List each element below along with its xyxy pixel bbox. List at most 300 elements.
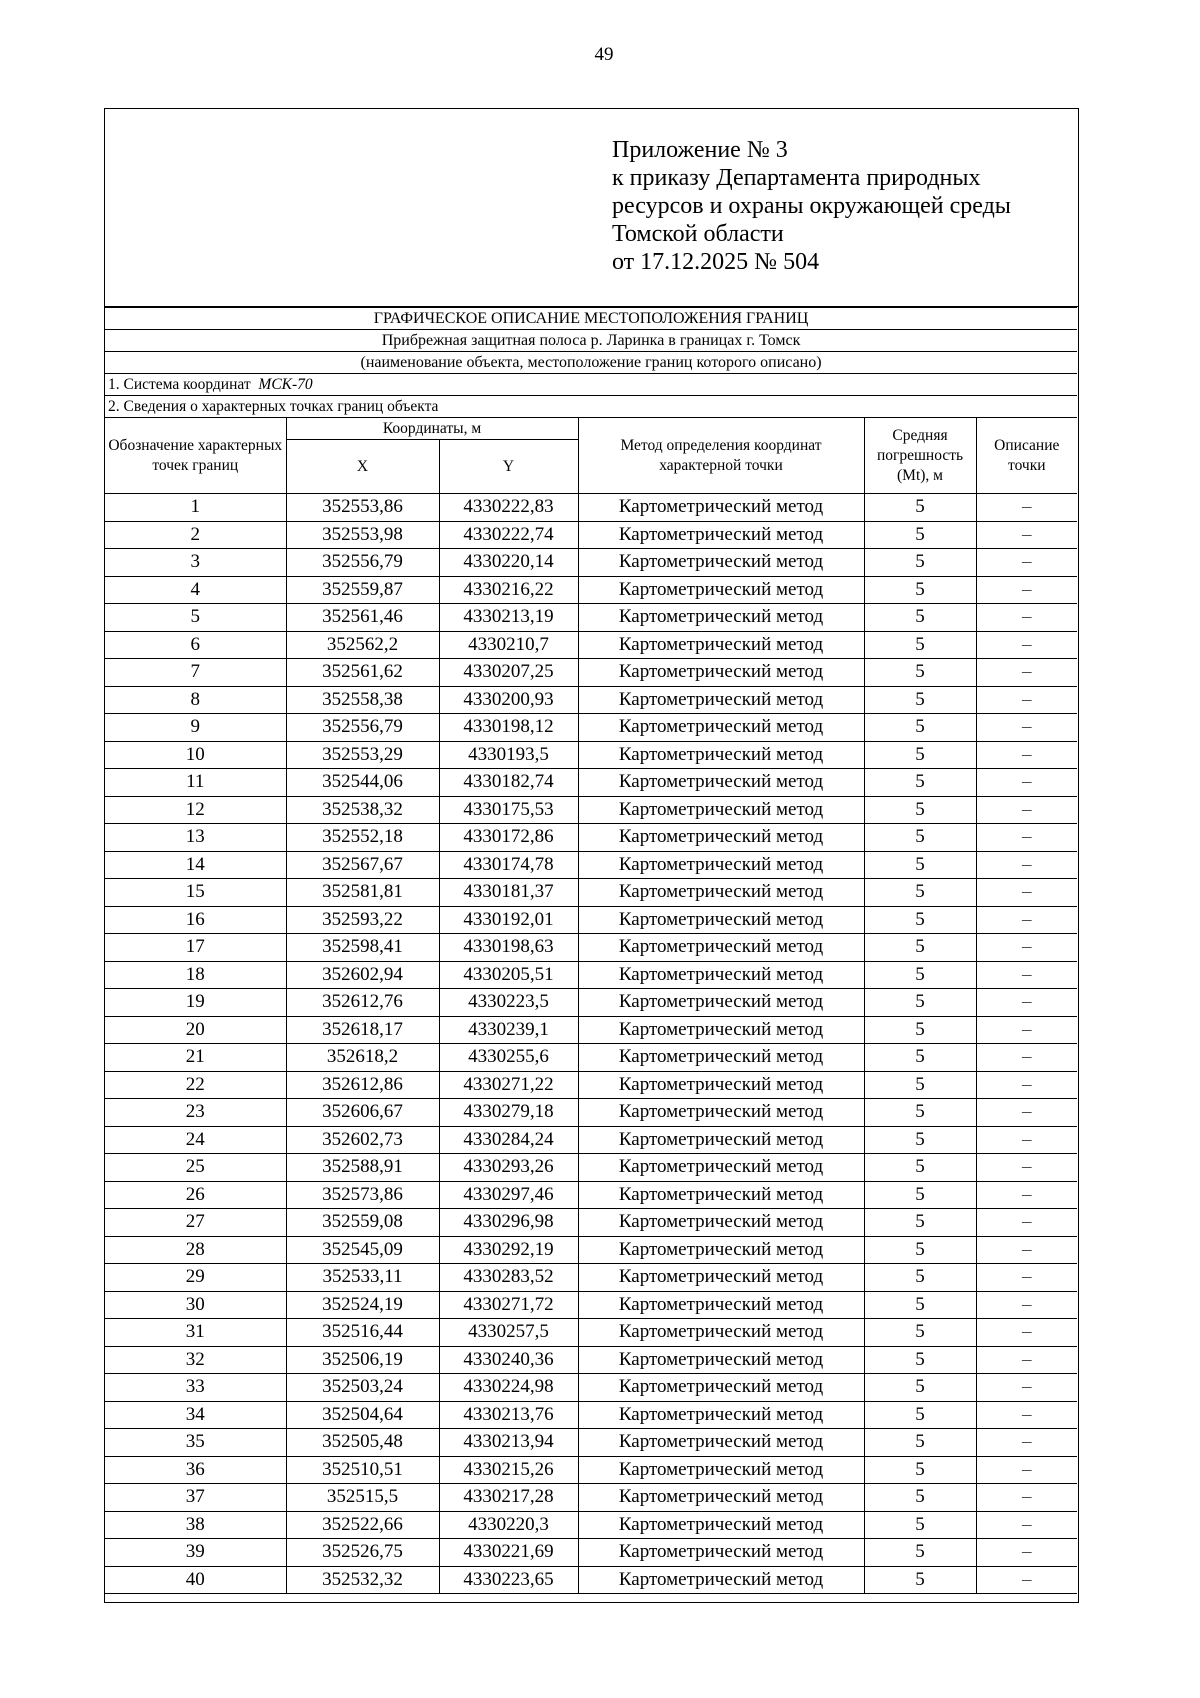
table-row bbox=[105, 989, 1077, 1017]
point-number: 8 bbox=[105, 686, 286, 714]
point-description: – bbox=[976, 1401, 1077, 1429]
coord-y: 4330292,19 bbox=[439, 1236, 578, 1264]
coord-x: 352612,86 bbox=[286, 1071, 439, 1099]
method: Картометрический метод bbox=[578, 851, 864, 879]
coord-y: 4330220,3 bbox=[439, 1511, 578, 1539]
mean-error: 5 bbox=[864, 1346, 976, 1374]
coord-x: 352573,86 bbox=[286, 1181, 439, 1209]
point-description: – bbox=[976, 521, 1077, 549]
point-number: 20 bbox=[105, 1016, 286, 1044]
method: Картометрический метод bbox=[578, 1511, 864, 1539]
coord-y: 4330217,28 bbox=[439, 1484, 578, 1512]
mean-error: 5 bbox=[864, 549, 976, 577]
table-row bbox=[105, 494, 1077, 522]
table-row bbox=[105, 1236, 1077, 1264]
mean-error: 5 bbox=[864, 1401, 976, 1429]
point-number: 9 bbox=[105, 714, 286, 742]
point-number: 34 bbox=[105, 1401, 286, 1429]
coord-y: 4330192,01 bbox=[439, 906, 578, 934]
coord-x: 352556,79 bbox=[286, 549, 439, 577]
coord-y: 4330255,6 bbox=[439, 1044, 578, 1072]
point-description: – bbox=[976, 1374, 1077, 1402]
coord-y: 4330207,25 bbox=[439, 659, 578, 687]
table-row bbox=[105, 1346, 1077, 1374]
mean-error: 5 bbox=[864, 824, 976, 852]
point-number: 38 bbox=[105, 1511, 286, 1539]
table-row bbox=[105, 521, 1077, 549]
mean-error: 5 bbox=[864, 1071, 976, 1099]
point-number: 26 bbox=[105, 1181, 286, 1209]
coord-y: 4330213,76 bbox=[439, 1401, 578, 1429]
mean-error: 5 bbox=[864, 714, 976, 742]
col-y: Y bbox=[439, 440, 578, 494]
coord-y: 4330200,93 bbox=[439, 686, 578, 714]
coord-x: 352602,73 bbox=[286, 1126, 439, 1154]
point-number: 23 bbox=[105, 1099, 286, 1127]
table-row bbox=[105, 1181, 1077, 1209]
table-row bbox=[105, 1374, 1077, 1402]
mean-error: 5 bbox=[864, 1319, 976, 1347]
mean-error: 5 bbox=[864, 1126, 976, 1154]
point-description: – bbox=[976, 1511, 1077, 1539]
col-error: Средняя погрешность (Mt), м bbox=[864, 418, 976, 494]
coordinate-system-value: МСК-70 bbox=[258, 375, 313, 393]
mean-error: 5 bbox=[864, 989, 976, 1017]
coord-y: 4330271,72 bbox=[439, 1291, 578, 1319]
coord-x: 352588,91 bbox=[286, 1154, 439, 1182]
table-row bbox=[105, 796, 1077, 824]
point-description: – bbox=[976, 824, 1077, 852]
mean-error: 5 bbox=[864, 1044, 976, 1072]
point-number: 13 bbox=[105, 824, 286, 852]
document-title: ГРАФИЧЕСКОЕ ОПИСАНИЕ МЕСТОПОЛОЖЕНИЯ ГРАНИЦ bbox=[105, 308, 1077, 330]
point-number: 29 bbox=[105, 1264, 286, 1292]
point-number: 24 bbox=[105, 1126, 286, 1154]
point-number: 32 bbox=[105, 1346, 286, 1374]
method: Картометрический метод bbox=[578, 659, 864, 687]
point-description: – bbox=[976, 1154, 1077, 1182]
coord-y: 4330224,98 bbox=[439, 1374, 578, 1402]
coord-x: 352612,76 bbox=[286, 989, 439, 1017]
point-description: – bbox=[976, 659, 1077, 687]
point-description: – bbox=[976, 769, 1077, 797]
mean-error: 5 bbox=[864, 631, 976, 659]
method: Картометрический метод bbox=[578, 741, 864, 769]
points-section-title: 2. Сведения о характерных точках границ объекта bbox=[105, 396, 1077, 418]
mean-error: 5 bbox=[864, 961, 976, 989]
table-row bbox=[105, 1044, 1077, 1072]
coord-x: 352558,38 bbox=[286, 686, 439, 714]
coord-x: 352505,48 bbox=[286, 1429, 439, 1457]
method: Картометрический метод bbox=[578, 714, 864, 742]
point-description: – bbox=[976, 1291, 1077, 1319]
mean-error: 5 bbox=[864, 604, 976, 632]
table-row bbox=[105, 631, 1077, 659]
table-row bbox=[105, 714, 1077, 742]
method: Картометрический метод bbox=[578, 769, 864, 797]
coord-x: 352561,46 bbox=[286, 604, 439, 632]
coord-x: 352544,06 bbox=[286, 769, 439, 797]
point-number: 22 bbox=[105, 1071, 286, 1099]
coord-x: 352506,19 bbox=[286, 1346, 439, 1374]
mean-error: 5 bbox=[864, 1511, 976, 1539]
coord-y: 4330239,1 bbox=[439, 1016, 578, 1044]
mean-error: 5 bbox=[864, 1099, 976, 1127]
mean-error: 5 bbox=[864, 879, 976, 907]
coord-x: 352532,32 bbox=[286, 1566, 439, 1594]
point-number: 1 bbox=[105, 494, 286, 522]
col-method: Метод определения координат характерной точки bbox=[578, 418, 864, 494]
mean-error: 5 bbox=[864, 1291, 976, 1319]
coord-x: 352553,86 bbox=[286, 494, 439, 522]
coord-x: 352503,24 bbox=[286, 1374, 439, 1402]
mean-error: 5 bbox=[864, 1374, 976, 1402]
mean-error: 5 bbox=[864, 1539, 976, 1567]
appendix-line: Приложение № 3 bbox=[612, 137, 788, 163]
table-row bbox=[105, 824, 1077, 852]
coord-x: 352522,66 bbox=[286, 1511, 439, 1539]
col-x: X bbox=[286, 440, 439, 494]
table-row bbox=[105, 1071, 1077, 1099]
coord-x: 352618,2 bbox=[286, 1044, 439, 1072]
mean-error: 5 bbox=[864, 934, 976, 962]
method: Картометрический метод bbox=[578, 631, 864, 659]
point-number: 33 bbox=[105, 1374, 286, 1402]
coord-y: 4330215,26 bbox=[439, 1456, 578, 1484]
coord-x: 352538,32 bbox=[286, 796, 439, 824]
coord-y: 4330213,19 bbox=[439, 604, 578, 632]
point-description: – bbox=[976, 1126, 1077, 1154]
method: Картометрический метод bbox=[578, 521, 864, 549]
mean-error: 5 bbox=[864, 1236, 976, 1264]
mean-error: 5 bbox=[864, 1484, 976, 1512]
method: Картометрический метод bbox=[578, 604, 864, 632]
point-description: – bbox=[976, 1071, 1077, 1099]
coord-x: 352602,94 bbox=[286, 961, 439, 989]
coord-x: 352559,87 bbox=[286, 576, 439, 604]
point-description: – bbox=[976, 1539, 1077, 1567]
document-frame bbox=[104, 108, 1079, 1603]
coord-x: 352618,17 bbox=[286, 1016, 439, 1044]
method: Картометрический метод bbox=[578, 1291, 864, 1319]
method: Картометрический метод bbox=[578, 1401, 864, 1429]
method: Картометрический метод bbox=[578, 906, 864, 934]
point-number: 27 bbox=[105, 1209, 286, 1237]
mean-error: 5 bbox=[864, 1016, 976, 1044]
point-number: 25 bbox=[105, 1154, 286, 1182]
col-designation: Обозначение характерных точек границ bbox=[105, 418, 286, 494]
table-row bbox=[105, 1154, 1077, 1182]
coord-x: 352526,75 bbox=[286, 1539, 439, 1567]
boundary-points-table bbox=[105, 307, 1077, 1594]
method: Картометрический метод bbox=[578, 1181, 864, 1209]
col-description: Описание точки bbox=[976, 418, 1077, 494]
coord-y: 4330296,98 bbox=[439, 1209, 578, 1237]
object-caption: (наименование объекта, местоположение границ которого описано) bbox=[105, 352, 1077, 374]
coord-x: 352593,22 bbox=[286, 906, 439, 934]
coord-y: 4330210,7 bbox=[439, 631, 578, 659]
coord-y: 4330283,52 bbox=[439, 1264, 578, 1292]
point-number: 31 bbox=[105, 1319, 286, 1347]
table-row bbox=[105, 851, 1077, 879]
point-description: – bbox=[976, 906, 1077, 934]
point-number: 28 bbox=[105, 1236, 286, 1264]
coord-x: 352516,44 bbox=[286, 1319, 439, 1347]
point-number: 35 bbox=[105, 1429, 286, 1457]
coord-x: 352553,29 bbox=[286, 741, 439, 769]
appendix-line: ресурсов и охраны окружающей среды bbox=[612, 193, 1011, 219]
method: Картометрический метод bbox=[578, 1484, 864, 1512]
coord-y: 4330240,36 bbox=[439, 1346, 578, 1374]
point-number: 17 bbox=[105, 934, 286, 962]
point-description: – bbox=[976, 686, 1077, 714]
coord-x: 352553,98 bbox=[286, 521, 439, 549]
coord-x: 352504,64 bbox=[286, 1401, 439, 1429]
table-row bbox=[105, 961, 1077, 989]
point-number: 21 bbox=[105, 1044, 286, 1072]
coord-y: 4330279,18 bbox=[439, 1099, 578, 1127]
point-number: 5 bbox=[105, 604, 286, 632]
method: Картометрический метод bbox=[578, 961, 864, 989]
coord-x: 352559,08 bbox=[286, 1209, 439, 1237]
appendix-line: Томской области bbox=[612, 221, 784, 247]
point-description: – bbox=[976, 961, 1077, 989]
point-description: – bbox=[976, 879, 1077, 907]
coord-x: 352545,09 bbox=[286, 1236, 439, 1264]
method: Картометрический метод bbox=[578, 549, 864, 577]
method: Картометрический метод bbox=[578, 1209, 864, 1237]
appendix-line: к приказу Департамента природных bbox=[612, 165, 981, 191]
coord-y: 4330222,74 bbox=[439, 521, 578, 549]
mean-error: 5 bbox=[864, 1209, 976, 1237]
point-number: 14 bbox=[105, 851, 286, 879]
point-description: – bbox=[976, 1099, 1077, 1127]
coord-y: 4330205,51 bbox=[439, 961, 578, 989]
coord-y: 4330213,94 bbox=[439, 1429, 578, 1457]
table-row bbox=[105, 1511, 1077, 1539]
point-number: 10 bbox=[105, 741, 286, 769]
point-number: 16 bbox=[105, 906, 286, 934]
point-description: – bbox=[976, 714, 1077, 742]
point-description: – bbox=[976, 1319, 1077, 1347]
point-description: – bbox=[976, 604, 1077, 632]
coord-x: 352567,67 bbox=[286, 851, 439, 879]
coord-x: 352510,51 bbox=[286, 1456, 439, 1484]
point-description: – bbox=[976, 1484, 1077, 1512]
point-number: 12 bbox=[105, 796, 286, 824]
point-number: 2 bbox=[105, 521, 286, 549]
coord-y: 4330175,53 bbox=[439, 796, 578, 824]
col-coordinates: Координаты, м bbox=[286, 418, 578, 440]
point-description: – bbox=[976, 1456, 1077, 1484]
table-row bbox=[105, 1539, 1077, 1567]
point-number: 4 bbox=[105, 576, 286, 604]
point-number: 40 bbox=[105, 1566, 286, 1594]
point-description: – bbox=[976, 549, 1077, 577]
coord-y: 4330198,12 bbox=[439, 714, 578, 742]
coord-y: 4330216,22 bbox=[439, 576, 578, 604]
coord-x: 352561,62 bbox=[286, 659, 439, 687]
point-number: 39 bbox=[105, 1539, 286, 1567]
method: Картометрический метод bbox=[578, 494, 864, 522]
method: Картометрический метод bbox=[578, 1016, 864, 1044]
method: Картометрический метод bbox=[578, 1539, 864, 1567]
method: Картометрический метод bbox=[578, 1264, 864, 1292]
appendix-line: от 17.12.2025 № 504 bbox=[612, 249, 820, 275]
point-number: 7 bbox=[105, 659, 286, 687]
table-row bbox=[105, 1456, 1077, 1484]
method: Картометрический метод bbox=[578, 1099, 864, 1127]
point-description: – bbox=[976, 1209, 1077, 1237]
mean-error: 5 bbox=[864, 1264, 976, 1292]
table-row bbox=[105, 1429, 1077, 1457]
table-row bbox=[105, 1291, 1077, 1319]
coord-y: 4330193,5 bbox=[439, 741, 578, 769]
coord-x: 352524,19 bbox=[286, 1291, 439, 1319]
coord-y: 4330223,65 bbox=[439, 1566, 578, 1594]
table-row bbox=[105, 1319, 1077, 1347]
table-row bbox=[105, 1264, 1077, 1292]
mean-error: 5 bbox=[864, 1154, 976, 1182]
table-row bbox=[105, 1401, 1077, 1429]
point-description: – bbox=[976, 1429, 1077, 1457]
point-number: 15 bbox=[105, 879, 286, 907]
coord-y: 4330271,22 bbox=[439, 1071, 578, 1099]
point-number: 36 bbox=[105, 1456, 286, 1484]
point-description: – bbox=[976, 494, 1077, 522]
coord-y: 4330293,26 bbox=[439, 1154, 578, 1182]
method: Картометрический метод bbox=[578, 1071, 864, 1099]
mean-error: 5 bbox=[864, 686, 976, 714]
mean-error: 5 bbox=[864, 494, 976, 522]
coord-x: 352606,67 bbox=[286, 1099, 439, 1127]
object-name: Прибрежная защитная полоса р. Ларинка в границах г. Томск bbox=[105, 330, 1077, 352]
mean-error: 5 bbox=[864, 851, 976, 879]
point-number: 37 bbox=[105, 1484, 286, 1512]
method: Картометрический метод bbox=[578, 796, 864, 824]
table-row bbox=[105, 1126, 1077, 1154]
table-row bbox=[105, 686, 1077, 714]
point-description: – bbox=[976, 934, 1077, 962]
point-number: 3 bbox=[105, 549, 286, 577]
method: Картометрический метод bbox=[578, 1236, 864, 1264]
table-row bbox=[105, 1209, 1077, 1237]
point-description: – bbox=[976, 576, 1077, 604]
appendix-block bbox=[612, 136, 1011, 276]
mean-error: 5 bbox=[864, 576, 976, 604]
point-description: – bbox=[976, 1264, 1077, 1292]
point-number: 6 bbox=[105, 631, 286, 659]
point-number: 30 bbox=[105, 1291, 286, 1319]
coord-y: 4330198,63 bbox=[439, 934, 578, 962]
point-description: – bbox=[976, 741, 1077, 769]
mean-error: 5 bbox=[864, 769, 976, 797]
coord-y: 4330257,5 bbox=[439, 1319, 578, 1347]
method: Картометрический метод bbox=[578, 1126, 864, 1154]
table-row bbox=[105, 1016, 1077, 1044]
method: Картометрический метод bbox=[578, 1456, 864, 1484]
table-row bbox=[105, 906, 1077, 934]
point-description: – bbox=[976, 851, 1077, 879]
coord-y: 4330182,74 bbox=[439, 769, 578, 797]
coord-y: 4330223,5 bbox=[439, 989, 578, 1017]
coord-y: 4330297,46 bbox=[439, 1181, 578, 1209]
point-description: – bbox=[976, 1236, 1077, 1264]
method: Картометрический метод bbox=[578, 1374, 864, 1402]
coord-y: 4330181,37 bbox=[439, 879, 578, 907]
method: Картометрический метод bbox=[578, 934, 864, 962]
coord-y: 4330172,86 bbox=[439, 824, 578, 852]
table-row bbox=[105, 659, 1077, 687]
table-row bbox=[105, 604, 1077, 632]
coord-x: 352533,11 bbox=[286, 1264, 439, 1292]
coordinate-system-label: 1. Система координат bbox=[108, 375, 251, 393]
point-description: – bbox=[976, 1044, 1077, 1072]
coord-x: 352515,5 bbox=[286, 1484, 439, 1512]
table-row bbox=[105, 1566, 1077, 1594]
point-description: – bbox=[976, 631, 1077, 659]
table-row bbox=[105, 1099, 1077, 1127]
mean-error: 5 bbox=[864, 906, 976, 934]
coord-y: 4330284,24 bbox=[439, 1126, 578, 1154]
method: Картометрический метод bbox=[578, 879, 864, 907]
coord-x: 352556,79 bbox=[286, 714, 439, 742]
coord-x: 352562,2 bbox=[286, 631, 439, 659]
method: Картометрический метод bbox=[578, 576, 864, 604]
page-number: 49 bbox=[594, 44, 614, 65]
mean-error: 5 bbox=[864, 659, 976, 687]
method: Картометрический метод bbox=[578, 1346, 864, 1374]
method: Картометрический метод bbox=[578, 824, 864, 852]
table-row bbox=[105, 741, 1077, 769]
mean-error: 5 bbox=[864, 521, 976, 549]
coord-y: 4330220,14 bbox=[439, 549, 578, 577]
point-description: – bbox=[976, 1346, 1077, 1374]
mean-error: 5 bbox=[864, 1429, 976, 1457]
coord-x: 352552,18 bbox=[286, 824, 439, 852]
coord-y: 4330174,78 bbox=[439, 851, 578, 879]
table-row bbox=[105, 1484, 1077, 1512]
coord-x: 352598,41 bbox=[286, 934, 439, 962]
mean-error: 5 bbox=[864, 1566, 976, 1594]
coordinate-system-row bbox=[105, 374, 1077, 396]
point-description: – bbox=[976, 1181, 1077, 1209]
method: Картометрический метод bbox=[578, 989, 864, 1017]
point-description: – bbox=[976, 1016, 1077, 1044]
method: Картометрический метод bbox=[578, 1319, 864, 1347]
mean-error: 5 bbox=[864, 1181, 976, 1209]
point-number: 11 bbox=[105, 769, 286, 797]
table-row bbox=[105, 576, 1077, 604]
method: Картометрический метод bbox=[578, 1566, 864, 1594]
method: Картометрический метод bbox=[578, 1429, 864, 1457]
method: Картометрический метод bbox=[578, 1044, 864, 1072]
method: Картометрический метод bbox=[578, 686, 864, 714]
point-description: – bbox=[976, 796, 1077, 824]
table-row bbox=[105, 549, 1077, 577]
table-row bbox=[105, 769, 1077, 797]
point-description: – bbox=[976, 1566, 1077, 1594]
point-number: 18 bbox=[105, 961, 286, 989]
mean-error: 5 bbox=[864, 1456, 976, 1484]
coord-y: 4330222,83 bbox=[439, 494, 578, 522]
mean-error: 5 bbox=[864, 741, 976, 769]
table-row bbox=[105, 934, 1077, 962]
coord-y: 4330221,69 bbox=[439, 1539, 578, 1567]
coord-x: 352581,81 bbox=[286, 879, 439, 907]
method: Картометрический метод bbox=[578, 1154, 864, 1182]
table-row bbox=[105, 879, 1077, 907]
